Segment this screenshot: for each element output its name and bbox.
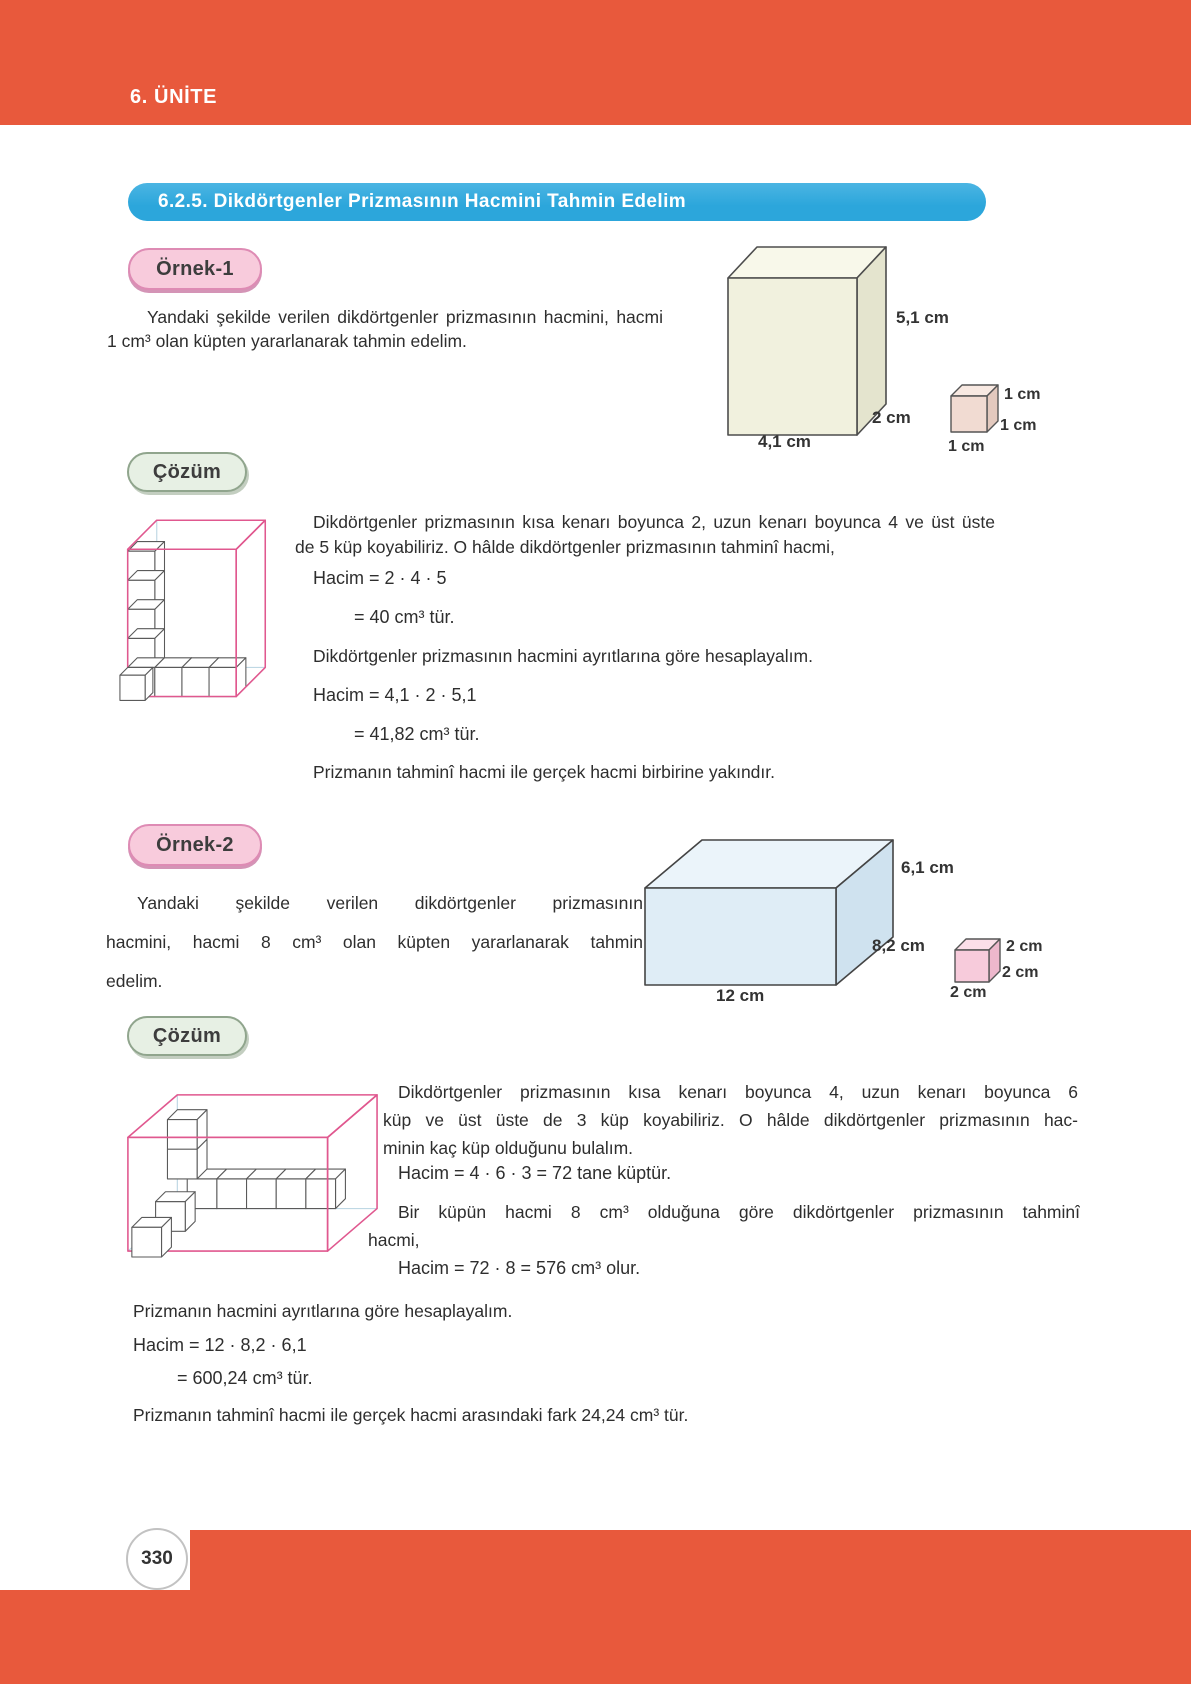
problem-line: 1 cm³ olan küpten yararlanarak tahmin edelim. [107,331,467,351]
example1-badge [128,248,262,290]
cube1-edge-top-label: 1 cm [1004,386,1041,403]
solution2-eq3-result: = 600,24 cm³ tür. [177,1368,313,1388]
solution2-para2 [368,1198,1080,1254]
solution2-eq3: Hacim = 12 · 8,2 · 6,1 [133,1335,307,1355]
solution1-para2: Dikdörtgenler prizmasının hacmini ayrıtlarına göre hesaplayalım. [313,646,813,666]
solution1-para1-line: Dikdörtgenler prizmasının kısa kenarı boyunca 2, uzun kenarı boyunca 4 ve üst üste [313,512,995,532]
example1-badge-label: Örnek-1 [156,257,234,280]
page-number: 330 [141,1548,173,1569]
solution2-badge [127,1016,247,1056]
cube2-edge-bottom-label: 2 cm [950,984,987,1001]
cube1-edge-bottom-label: 1 cm [948,438,985,455]
prism2-figure [588,790,908,990]
section-title: 6.2.5. Dikdörtgenler Prizmasının Hacmini Tahmin Edelim [158,191,687,212]
solution2-badge-label: Çözüm [152,1024,222,1047]
solution2-note: Prizmanın tahminî hacmi ile gerçek hacmi arasındaki fark 24,24 cm³ tür. [133,1405,689,1425]
prism1-height-label: 5,1 cm [896,308,949,327]
cube2-edge-side-label: 2 cm [1002,964,1039,981]
prism1-front-face [728,278,857,435]
unit-cube1-figure [945,378,1005,438]
example2-badge [128,824,262,866]
cube2-front-face [955,950,989,982]
example2-problem [106,884,643,1001]
solution1-cubes-figure [118,502,273,707]
problem-line: Yandaki şekilde verilen dikdörtgenler prizmasının [137,893,643,913]
cube2-edge-top-label: 2 cm [1006,938,1043,955]
solution2-cubes-figure [120,1082,382,1260]
page-number-badge [126,1528,188,1590]
solution2-eq1: Hacim = 4 · 6 · 3 = 72 tane küptür. [398,1163,672,1183]
unit-cube2-figure [950,930,1008,988]
problem-line: edelim. [106,971,163,991]
example1-problem [107,305,663,353]
solution2-para1-line: Dikdörtgenler prizmasının kısa kenarı boyunca 4, uzun kenarı boyunca 6 [398,1082,1078,1102]
prism2-height-label: 6,1 cm [901,858,954,877]
solution1-badge [127,452,247,492]
solution1-para1 [295,510,995,560]
cube1-edge-side-label: 1 cm [1000,417,1037,434]
solution1-para1-line: de 5 küp koyabiliriz. O hâlde dikdörtgenler prizmasının tahminî hacmi, [295,537,835,557]
problem-line: hacmini, hacmi 8 cm³ olan küpten yararlanarak tahmin [106,932,643,952]
prism1-right-face [857,247,886,435]
cube1-front-face [951,396,987,432]
solution1-eq2-result: = 41,82 cm³ tür. [354,724,480,744]
prism1-depth-label: 2 cm [872,408,911,427]
section-banner [128,183,986,221]
unit-label: 6. ÜNİTE [130,86,218,108]
example2-badge-label: Örnek-2 [156,833,234,856]
solution1-eq1: Hacim = 2 · 4 · 5 [313,568,447,588]
front-cube [120,667,153,700]
solution2-para2-line: hacmi, [368,1230,420,1250]
solution2-para1-line: küp ve üst üste de 3 küp koyabiliriz. O hâlde dikdörtgenler prizmasının hac- [383,1110,1078,1130]
solution1-note: Prizmanın tahminî hacmi ile gerçek hacmi birbirine yakındır. [313,762,775,782]
prism2-front-face [645,888,836,985]
solution2-para1-line: minin kaç küp olduğunu bulalım. [383,1138,634,1158]
prism2-width-label: 12 cm [716,986,765,1005]
solution2-eq2: Hacim = 72 · 8 = 576 cm³ olur. [398,1258,641,1278]
prism2-depth-label: 8,2 cm [872,936,925,955]
solution1-badge-label: Çözüm [152,460,222,483]
solution2-para3: Prizmanın hacmini ayrıtlarına göre hesaplayalım. [133,1301,513,1321]
solution1-eq2: Hacim = 4,1 · 2 · 5,1 [313,685,477,705]
front-cubes [132,1192,195,1257]
solution2-para2-line: Bir küpün hacmi 8 cm³ olduğuna göre dikdörtgenler prizmasının tahminî [398,1202,1080,1222]
problem-line: Yandaki şekilde verilen dikdörtgenler prizmasının hacmini, hacmi [147,307,663,327]
solution1-eq1-result: = 40 cm³ tür. [354,607,455,627]
solution2-para1 [383,1078,1078,1162]
top-band [0,0,1191,125]
prism1-width-label: 4,1 cm [758,432,811,451]
